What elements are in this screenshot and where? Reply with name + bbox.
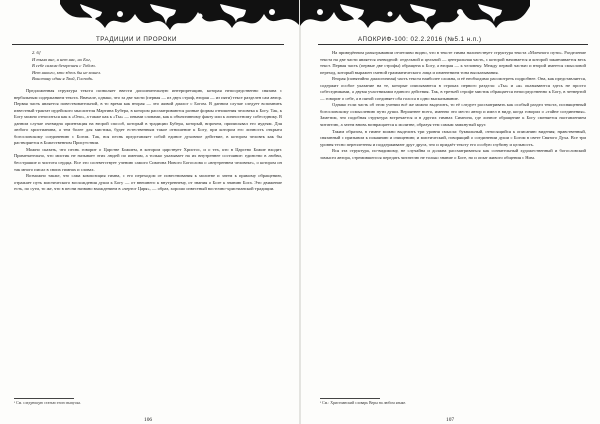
body-paragraph: Однако если часть об этом учении всё же можно выделить, то её следует рассматривать как особый раздел текста, посвященный богословскому осмыслению пути души. Вероятнее всего, именно это место автор и имел в виду, когда говорил о «тайне соединения». Заметим, что подобная структура встречается и в других гимнах Симеона, где личное обращение к Богу сменяется наставлением читателю, а затем вновь возвращается к молитве, образуя тем самым замкнутый круг. (320, 102, 586, 128)
body-paragraph: Предложенная структура текста позволяет ввести дополнительную интерпретацию, которая непосредственно связана с вербальным содержанием текста. Вначале, однако, что за две части (первая — из двух строф, вторая — из пяти) текст разделен сам автор. Первая часть является повествовательной, в то время как вторая — это живой диалог с Богом. В данном случае следует вспомнить известный трактат иудейского мыслителя Мартина Бубера, в котором рассматриваются разные формы отношения человека к Богу. Так, к Богу можно относиться как к «Оно», а также как к «Ты» — иными словами, как к объективному факту или к личностному собеседнику. В данном случае очевидна ориентация на второй способ, который в традиции Бубера, который, впрочем, приписывал его иудеям. Для любого христианина, а тем более для мистика, будет естественным такое отношение к Богу, при котором его личность открыта богословскому соединению с Богом. Так, вся песнь представляет собой единое духовное действие, в котором человек как бы растворяется в Божественном Присутствии. (14, 87, 282, 146)
header-rule-right (318, 44, 588, 45)
footnote-right: ¹ См.: Христианский словарь Веры на любом языке. (320, 401, 407, 405)
verse-line: Нет никого, кто здесь бы не вошел. (32, 69, 102, 75)
running-head-left: ТРАДИЦИИ И ПРОРОКИ (96, 36, 177, 43)
running-head-right: АПОКРИФ-100: 02.2.2016 (№5.1 н.п.) (358, 36, 482, 43)
body-paragraph: Вторая (понятийно диалогичная) часть текста наиболее сложна, и её необходимо рассмотреть подробнее. Она, как представляется, содержит особое указание на те, которые описываются в строках первого раздела: «Ты» и «я» оказываются здесь не просто собеседниками, а двумя участниками единого действия. Так, в третьей строфе мистик обращается непосредственно к Богу, в четвертой — говорит о себе, а в пятой соединяет оба голоса в одно высказывание. (320, 76, 586, 101)
verse-line: 2. 6] (32, 50, 41, 55)
right-page-body (320, 50, 586, 161)
body-paragraph: На приведённом разыгрывании отчетливо видно, что в тексте гимна наличествует структура текста «Млечного пути». Разделение текста на две части является очевидной: отдельной и цельной — центральная часть, с которой начинается и которой заканчивается весь текст. Первая часть (первые две строфы) обращена к Богу, а вторая — к человеку. Между первой частью и второй имеется смысловой переход, который выражен сменой грамматического лица и изменением тона высказывания. (320, 50, 586, 75)
verse-line: Воистину один я Твой, Господь. (32, 76, 94, 82)
page-number-left: 106 (144, 417, 153, 423)
body-paragraph: Можно сказать, что песнь говорит о Царстве Божием, в котором царствует Христос, и о тех, кто в Царство Божие входит. Примечательно, что мистик не называет этих людей по именам, а только указывает на их внутреннее состояние: единство в любви, бесстрашие и чистота сердца. Все это соответствует учению самого Симеона Нового Богослова о «внутреннем человеке», о котором он так много писал в своих гимнах и словах. (14, 146, 282, 172)
body-paragraph: Возможно также, что сама композиция гимна, с его переходом от повествования к молитве и затем к прямому обращению, отражает путь мистического восхождения души к Богу — от внешнего к внутреннему, от знания о Боге к знанию Бога. Это движение есть, по сути, то же, что в песни названо вхождением в «чертог Царя», — образ, хорошо известный восточно-христианской традиции. (14, 173, 282, 192)
body-paragraph: Таким образом, в гимне можно выделить три уровня смысла: буквальный, относящийся к описанию видения; нравственный, связанный с призывом к покаянию и очищению; и мистический, говорящий о соединении души с Богом в свете Святого Духа. Все три уровня тесно переплетены и поддерживают друг друга, что и придаёт тексту его особую глубину и цельность. (320, 128, 586, 147)
right-page (300, 0, 600, 424)
verse-line: И тьма вне, и нет нас, но Бог, (32, 56, 92, 62)
footnote-left: ¹ См. следующую статью этого выпуска. (14, 401, 82, 405)
body-paragraph: Вся эта структура, по-видимому, не случайна и должна рассматриваться как сознательный художественный и богословский замысел автора, стремившегося передать читателю не только знание о Боге, но и опыт живого общения с Ним. (320, 148, 586, 160)
footnote-rule-right (320, 398, 380, 399)
verse-block (14, 50, 282, 83)
left-page-body (14, 50, 282, 193)
verse-line: В себе самом безгрешен с Тобою. (32, 63, 96, 69)
header-rule-left (12, 44, 284, 45)
footnote-rule-left (14, 398, 74, 399)
page-number-right: 107 (446, 417, 455, 423)
